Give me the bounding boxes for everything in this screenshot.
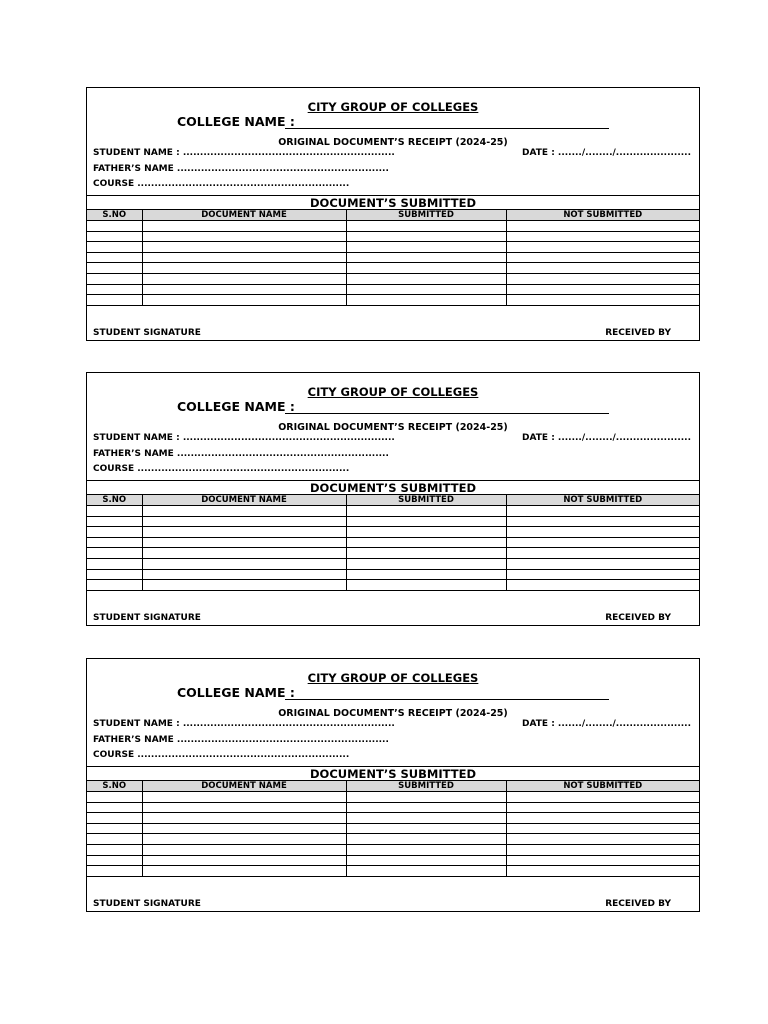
column-header-not-submitted: NOT SUBMITTED xyxy=(506,495,699,506)
table-row xyxy=(87,221,699,232)
document-name-cell[interactable] xyxy=(142,866,346,877)
sno-cell[interactable] xyxy=(87,263,142,274)
college-name-label: COLLEGE NAME : xyxy=(177,399,295,414)
institution-name: CITY GROUP OF COLLEGES xyxy=(307,385,479,399)
course-field: COURSE .............................................................. xyxy=(93,750,350,760)
receipt-header xyxy=(87,373,699,480)
not-submitted-cell[interactable] xyxy=(506,792,699,803)
not-submitted-cell[interactable] xyxy=(506,231,699,242)
not-submitted-cell[interactable] xyxy=(506,527,699,538)
document-name-cell[interactable] xyxy=(142,527,346,538)
sno-cell[interactable] xyxy=(87,516,142,527)
document-name-cell[interactable] xyxy=(142,242,346,253)
receipt-title: ORIGINAL DOCUMENT’S RECEIPT (2024-25) xyxy=(278,137,508,148)
table-row xyxy=(87,569,699,580)
sno-cell[interactable] xyxy=(87,221,142,232)
not-submitted-cell[interactable] xyxy=(506,284,699,295)
sno-cell[interactable] xyxy=(87,537,142,548)
institution-name: CITY GROUP OF COLLEGES xyxy=(307,100,479,114)
table-row xyxy=(87,263,699,274)
receipt-copy-1 xyxy=(86,87,700,341)
sno-cell[interactable] xyxy=(87,527,142,538)
table-row xyxy=(87,558,699,569)
submitted-cell[interactable] xyxy=(346,569,506,580)
submitted-cell[interactable] xyxy=(346,813,506,824)
sno-cell[interactable] xyxy=(87,834,142,845)
column-header-submitted: SUBMITTED xyxy=(346,495,506,506)
table-row xyxy=(87,231,699,242)
table-row xyxy=(87,823,699,834)
document-name-cell[interactable] xyxy=(142,792,346,803)
sno-cell[interactable] xyxy=(87,813,142,824)
documents-section-title: DOCUMENT’S SUBMITTED xyxy=(87,195,699,210)
table-row xyxy=(87,537,699,548)
not-submitted-cell[interactable] xyxy=(506,866,699,877)
column-header-document-name: DOCUMENT NAME xyxy=(142,781,346,792)
college-name-line xyxy=(285,699,609,700)
father-name-field: FATHER’S NAME .............................................................. xyxy=(93,449,389,459)
table-row xyxy=(87,252,699,263)
student-name-field: STUDENT NAME : .............................................................. xyxy=(93,433,395,443)
submitted-cell[interactable] xyxy=(346,844,506,855)
column-header-sno: S.NO xyxy=(87,781,142,792)
sno-cell[interactable] xyxy=(87,506,142,517)
sno-cell[interactable] xyxy=(87,866,142,877)
submitted-cell[interactable] xyxy=(346,273,506,284)
documents-table xyxy=(87,209,699,306)
not-submitted-cell[interactable] xyxy=(506,548,699,559)
document-name-cell[interactable] xyxy=(142,580,346,591)
column-header-sno: S.NO xyxy=(87,495,142,506)
column-header-sno: S.NO xyxy=(87,210,142,221)
not-submitted-cell[interactable] xyxy=(506,580,699,591)
submitted-cell[interactable] xyxy=(346,866,506,877)
college-name-label: COLLEGE NAME : xyxy=(177,114,295,129)
submitted-cell[interactable] xyxy=(346,231,506,242)
submitted-cell[interactable] xyxy=(346,792,506,803)
table-row xyxy=(87,273,699,284)
table-row xyxy=(87,284,699,295)
column-header-document-name: DOCUMENT NAME xyxy=(142,210,346,221)
father-name-field: FATHER’S NAME .............................................................. xyxy=(93,164,389,174)
sno-cell[interactable] xyxy=(87,273,142,284)
table-row xyxy=(87,844,699,855)
table-row xyxy=(87,866,699,877)
table-body xyxy=(87,792,699,877)
date-field: DATE : ......./......../...................... xyxy=(522,719,691,729)
student-signature-label: STUDENT SIGNATURE xyxy=(93,328,201,338)
course-field: COURSE .............................................................. xyxy=(93,179,350,189)
table-row xyxy=(87,516,699,527)
submitted-cell[interactable] xyxy=(346,802,506,813)
submitted-cell[interactable] xyxy=(346,221,506,232)
institution-name: CITY GROUP OF COLLEGES xyxy=(307,671,479,685)
sno-cell[interactable] xyxy=(87,792,142,803)
sno-cell[interactable] xyxy=(87,844,142,855)
table-row xyxy=(87,548,699,559)
college-name-line xyxy=(285,413,609,414)
table-header-row xyxy=(87,210,699,221)
document-name-cell[interactable] xyxy=(142,231,346,242)
sno-cell[interactable] xyxy=(87,231,142,242)
document-name-cell[interactable] xyxy=(142,252,346,263)
document-name-cell[interactable] xyxy=(142,284,346,295)
not-submitted-cell[interactable] xyxy=(506,834,699,845)
sno-cell[interactable] xyxy=(87,558,142,569)
document-name-cell[interactable] xyxy=(142,548,346,559)
receipt-copy-3 xyxy=(86,658,700,912)
table-row xyxy=(87,580,699,591)
document-name-cell[interactable] xyxy=(142,537,346,548)
document-name-cell[interactable] xyxy=(142,823,346,834)
not-submitted-cell[interactable] xyxy=(506,242,699,253)
table-row xyxy=(87,295,699,306)
student-name-field: STUDENT NAME : .............................................................. xyxy=(93,719,395,729)
not-submitted-cell[interactable] xyxy=(506,295,699,306)
document-name-cell[interactable] xyxy=(142,569,346,580)
college-name-label: COLLEGE NAME : xyxy=(177,685,295,700)
document-name-cell[interactable] xyxy=(142,506,346,517)
table-body xyxy=(87,506,699,591)
submitted-cell[interactable] xyxy=(346,242,506,253)
received-by-label: RECEIVED BY xyxy=(605,328,671,338)
submitted-cell[interactable] xyxy=(346,252,506,263)
sno-cell[interactable] xyxy=(87,242,142,253)
sno-cell[interactable] xyxy=(87,548,142,559)
document-name-cell[interactable] xyxy=(142,273,346,284)
submitted-cell[interactable] xyxy=(346,855,506,866)
table-row xyxy=(87,802,699,813)
receipt-title: ORIGINAL DOCUMENT’S RECEIPT (2024-25) xyxy=(278,708,508,719)
not-submitted-cell[interactable] xyxy=(506,823,699,834)
submitted-cell[interactable] xyxy=(346,506,506,517)
submitted-cell[interactable] xyxy=(346,558,506,569)
submitted-cell[interactable] xyxy=(346,834,506,845)
sno-cell[interactable] xyxy=(87,252,142,263)
receipt-header xyxy=(87,659,699,766)
document-name-cell[interactable] xyxy=(142,516,346,527)
table-row xyxy=(87,242,699,253)
receipt-header xyxy=(87,88,699,195)
date-field: DATE : ......./......../...................... xyxy=(522,433,691,443)
submitted-cell[interactable] xyxy=(346,823,506,834)
submitted-cell[interactable] xyxy=(346,516,506,527)
student-signature-label: STUDENT SIGNATURE xyxy=(93,613,201,623)
sno-cell[interactable] xyxy=(87,855,142,866)
sno-cell[interactable] xyxy=(87,295,142,306)
not-submitted-cell[interactable] xyxy=(506,802,699,813)
table-row xyxy=(87,792,699,803)
table-row xyxy=(87,506,699,517)
column-header-not-submitted: NOT SUBMITTED xyxy=(506,210,699,221)
student-name-field: STUDENT NAME : .............................................................. xyxy=(93,148,395,158)
documents-table xyxy=(87,494,699,591)
column-header-not-submitted: NOT SUBMITTED xyxy=(506,781,699,792)
not-submitted-cell[interactable] xyxy=(506,558,699,569)
document-name-cell[interactable] xyxy=(142,263,346,274)
father-name-field: FATHER’S NAME .............................................................. xyxy=(93,735,389,745)
document-name-cell[interactable] xyxy=(142,295,346,306)
not-submitted-cell[interactable] xyxy=(506,516,699,527)
received-by-label: RECEIVED BY xyxy=(605,613,671,623)
not-submitted-cell[interactable] xyxy=(506,537,699,548)
not-submitted-cell[interactable] xyxy=(506,252,699,263)
document-name-cell[interactable] xyxy=(142,802,346,813)
document-name-cell[interactable] xyxy=(142,813,346,824)
submitted-cell[interactable] xyxy=(346,527,506,538)
not-submitted-cell[interactable] xyxy=(506,569,699,580)
table-row xyxy=(87,813,699,824)
documents-section-title: DOCUMENT’S SUBMITTED xyxy=(87,766,699,781)
document-name-cell[interactable] xyxy=(142,558,346,569)
not-submitted-cell[interactable] xyxy=(506,813,699,824)
column-header-submitted: SUBMITTED xyxy=(346,781,506,792)
sno-cell[interactable] xyxy=(87,802,142,813)
not-submitted-cell[interactable] xyxy=(506,263,699,274)
column-header-document-name: DOCUMENT NAME xyxy=(142,495,346,506)
document-name-cell[interactable] xyxy=(142,834,346,845)
submitted-cell[interactable] xyxy=(346,295,506,306)
sno-cell[interactable] xyxy=(87,284,142,295)
sno-cell[interactable] xyxy=(87,823,142,834)
submitted-cell[interactable] xyxy=(346,580,506,591)
not-submitted-cell[interactable] xyxy=(506,506,699,517)
course-field: COURSE .............................................................. xyxy=(93,464,350,474)
not-submitted-cell[interactable] xyxy=(506,221,699,232)
submitted-cell[interactable] xyxy=(346,284,506,295)
submitted-cell[interactable] xyxy=(346,548,506,559)
table-row xyxy=(87,527,699,538)
receipt-title: ORIGINAL DOCUMENT’S RECEIPT (2024-25) xyxy=(278,422,508,433)
sno-cell[interactable] xyxy=(87,569,142,580)
document-name-cell[interactable] xyxy=(142,844,346,855)
submitted-cell[interactable] xyxy=(346,537,506,548)
document-name-cell[interactable] xyxy=(142,855,346,866)
table-row xyxy=(87,855,699,866)
sno-cell[interactable] xyxy=(87,580,142,591)
date-field: DATE : ......./......../...................... xyxy=(522,148,691,158)
not-submitted-cell[interactable] xyxy=(506,855,699,866)
received-by-label: RECEIVED BY xyxy=(605,899,671,909)
document-name-cell[interactable] xyxy=(142,221,346,232)
student-signature-label: STUDENT SIGNATURE xyxy=(93,899,201,909)
college-name-line xyxy=(285,128,609,129)
table-body xyxy=(87,221,699,306)
documents-table xyxy=(87,780,699,877)
table-row xyxy=(87,834,699,845)
documents-section-title: DOCUMENT’S SUBMITTED xyxy=(87,480,699,495)
receipt-copy-2 xyxy=(86,372,700,626)
submitted-cell[interactable] xyxy=(346,263,506,274)
not-submitted-cell[interactable] xyxy=(506,844,699,855)
table-header-row xyxy=(87,495,699,506)
not-submitted-cell[interactable] xyxy=(506,273,699,284)
table-header-row xyxy=(87,781,699,792)
column-header-submitted: SUBMITTED xyxy=(346,210,506,221)
